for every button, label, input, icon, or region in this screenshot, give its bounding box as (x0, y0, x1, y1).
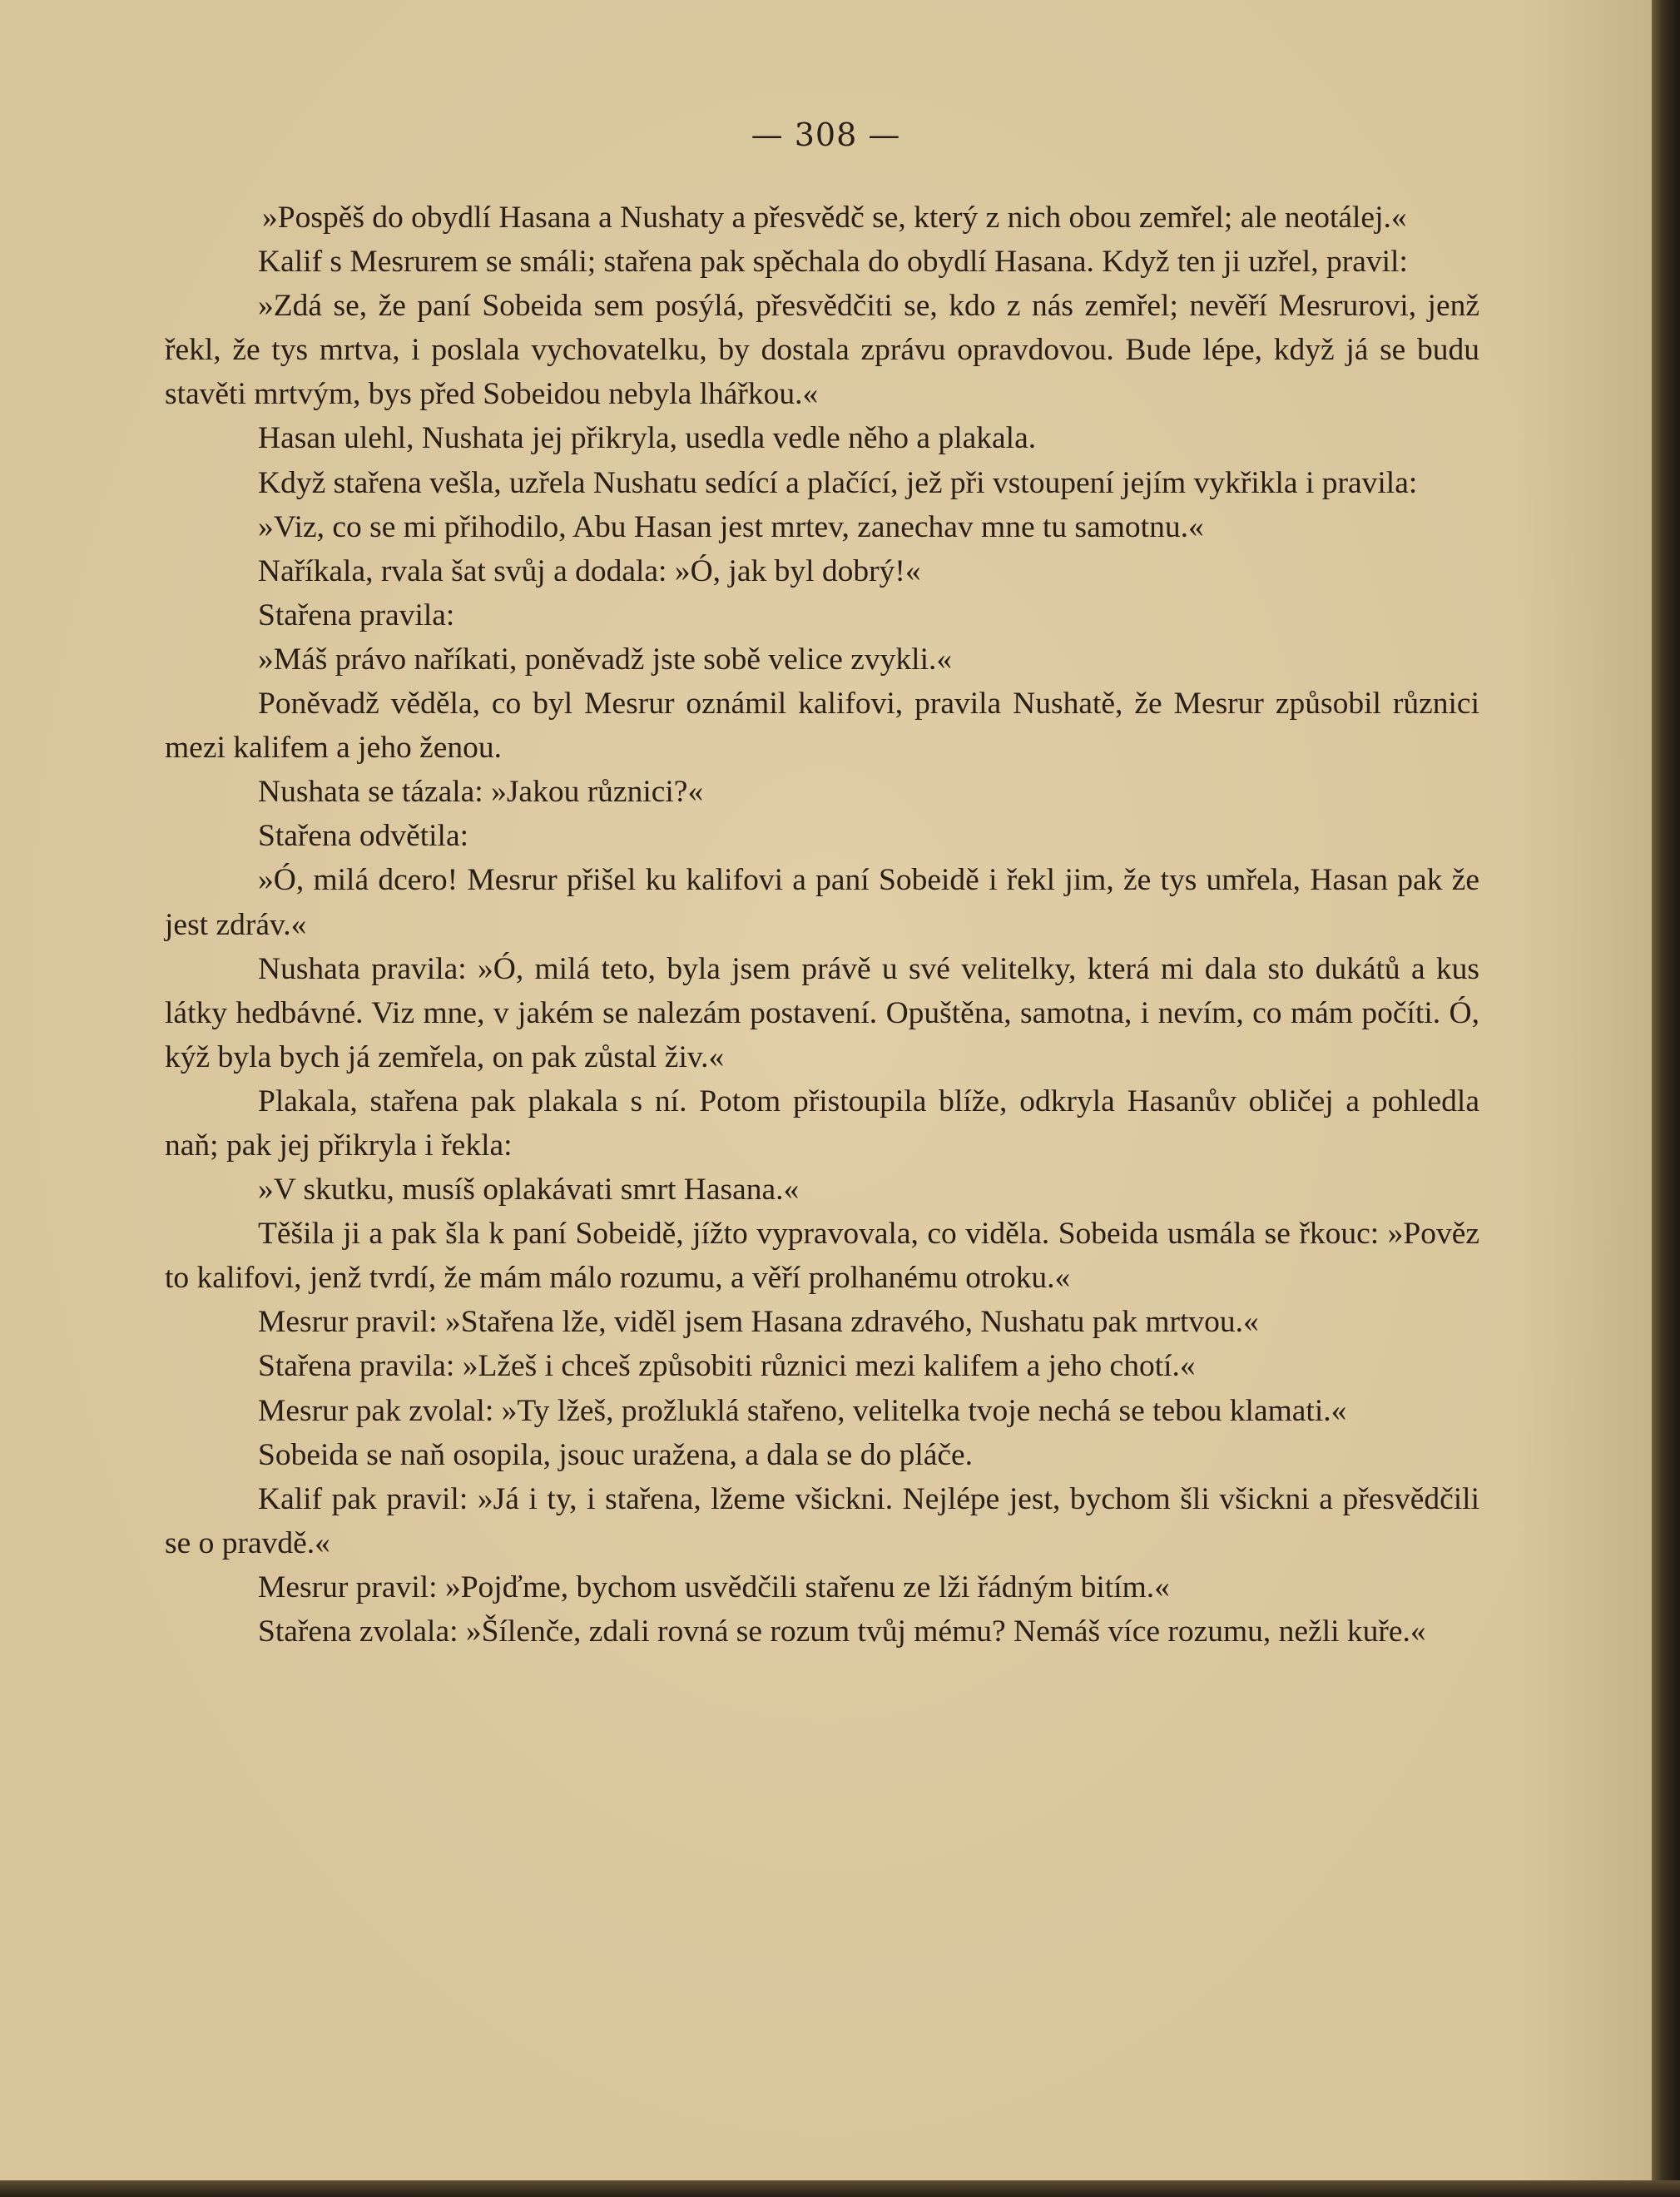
paragraph: Hasan ulehl, Nushata jej přikryla, usedla vedle něho a plakala. (258, 421, 1037, 456)
paragraph: Nushata se tázala: »Jakou různici?« (258, 775, 704, 810)
paragraph: Naříkala, rvala šat svůj a dodala: »Ó, jak byl dobrý!« (258, 553, 921, 588)
paragraph: »Ó, milá dcero! Mesrur přišel ku kalifovi a paní Sobeidě i řekl jim, že tys umřela, Hasan pak že jest zdráv.« (165, 863, 1479, 942)
page-edge-right (1652, 0, 1680, 2197)
paragraph: Mesrur pravil: »Stařena lže, viděl jsem Hasana zdravého, Nushatu pak mrtvou.« (258, 1305, 1259, 1340)
paragraph: »V skutku, musíš oplakávati smrt Hasana.« (258, 1173, 800, 1208)
paragraph: »Viz, co se mi přihodilo, Abu Hasan jest mrtev, zanechav mne tu samotnu.« (258, 509, 1204, 544)
body-text (165, 196, 1479, 1654)
paragraph: Nushata pravila: »Ó, milá teto, byla jsem právě u své velitelky, která mi dala sto dukátů a kus látky hedbávné. Viz mne, v jakém se nalezám postavení. Opuštěna, samotna, i nevím, co mám počíti. Ó, kýž byla bych já zemřela, on pak zůstal živ.« (165, 951, 1479, 1074)
paragraph: »Máš právo naříkati, poněvadž jste sobě velice zvykli.« (258, 642, 953, 677)
page-number: — 308 — (751, 117, 901, 153)
paragraph: »Zdá se, že paní Sobeida sem posýlá, přesvědčiti se, kdo z nás zemřel; nevěří Mesrurovi, jenž řekl, že tys mrtva, i poslala vychovatelku, by dostala zprávu opravdovou. Bude lépe, když já se budu stavěti mrtvým, bys před Sobeidou nebyla lhářkou.« (165, 289, 1479, 412)
paragraph: »Pospěš do obydlí Hasana a Nushaty a přesvědč se, který z nich obou zemřel; ale neotálej.« (262, 201, 1407, 235)
paragraph: Sobeida se naň osopila, jsouc uražena, a dala se do pláče. (258, 1437, 974, 1472)
paragraph: Stařena pravila: »Lžeš i chceš způsobiti různici mezi kalifem a jeho chotí.« (258, 1349, 1196, 1384)
paragraph: Když stařena vešla, uzřela Nushatu sedící a plačící, jež při vstoupení jejím vykřikla i pravila: (258, 465, 1418, 500)
paragraph: Stařena pravila: (258, 598, 455, 632)
paragraph: Plakala, stařena pak plakala s ní. Potom přistoupila blíže, odkryla Hasanův obličej a pohledla naň; pak jej přikryla i řekla: (165, 1084, 1479, 1163)
paragraph: Stařena zvolala: »Šílenče, zdali rovná se rozum tvůj mému? Nemáš více rozumu, nežli kuře.« (258, 1614, 1426, 1649)
paragraph: Kalif s Mesrurem se smáli; stařena pak spěchala do obydlí Hasana. Když ten ji uzřel, pravil: (258, 245, 1408, 280)
paragraph: Stařena odvětila: (258, 819, 469, 854)
paragraph: Poněvadž věděla, co byl Mesrur oznámil kalifovi, pravila Nushatě, že Mesrur způsobil různici mezi kalifem a jeho ženou. (165, 687, 1479, 766)
paragraph: Těšila ji a pak šla k paní Sobeidě, jížto vypravovala, co viděla. Sobeida usmála se řkouc: »Pověz to kalifovi, jenž tvrdí, že mám málo rozumu, a věří prolhanému otroku.« (165, 1217, 1479, 1296)
page-edge-bottom (0, 2180, 1680, 2197)
paragraph: Mesrur pravil: »Pojďme, bychom usvědčili stařenu ze lži řádným bitím.« (258, 1570, 1170, 1604)
paragraph: Mesrur pak zvolal: »Ty lžeš, prožluklá stařeno, velitelka tvoje nechá se tebou klamati.« (258, 1393, 1347, 1428)
paragraph: Kalif pak pravil: »Já i ty, i stařena, lžeme všickni. Nejlépe jest, bychom šli všickni a přesvědčili se o pravdě.« (165, 1481, 1479, 1560)
